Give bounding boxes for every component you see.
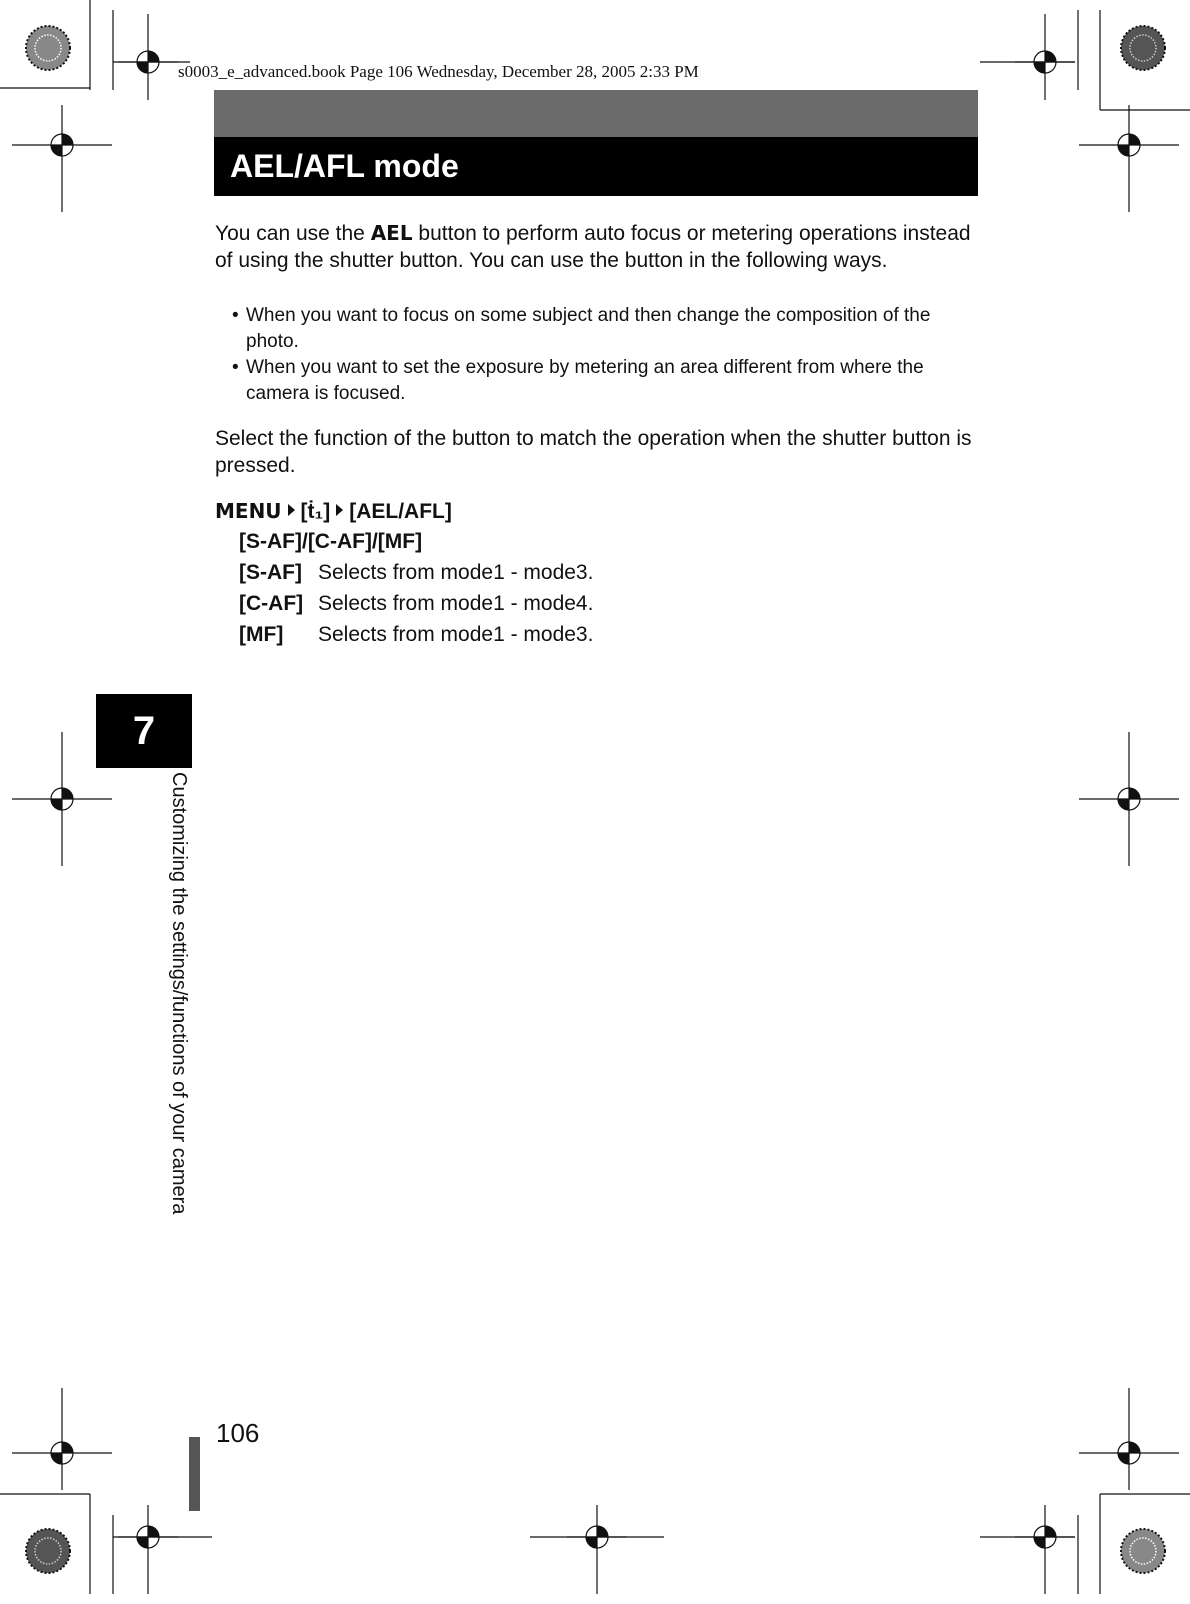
list-item-text: When you want to set the exposure by metering an area different from where the camera is focused.	[246, 357, 924, 404]
option-row	[239, 561, 593, 585]
option-row	[239, 623, 593, 647]
bullet-icon: •	[232, 357, 239, 378]
option-row	[239, 592, 593, 616]
bullet-icon: •	[232, 305, 239, 326]
chapter-title-vertical: Customizing the settings/functions of your camera	[168, 772, 190, 1215]
page-title: AEL/AFL mode	[230, 148, 459, 184]
focus-mode-options: [S-AF]/[C-AF]/[MF]	[239, 530, 423, 553]
title-bar-gray	[214, 90, 978, 137]
triangle-arrow-icon	[288, 504, 295, 516]
chapter-number-tab: 7	[96, 694, 192, 768]
page-number: 106	[216, 1418, 260, 1448]
intro-post: button to perform auto focus or metering operations instead of using the shutter button. You can use the button in the following ways.	[215, 222, 971, 272]
option-key: [MF]	[239, 623, 284, 646]
option-desc: Selects from mode1 - mode3.	[318, 561, 594, 584]
option-desc: Selects from mode1 - mode3.	[318, 623, 594, 646]
ael-button-name: AEL	[370, 221, 413, 245]
option-desc: Selects from mode1 - mode4.	[318, 592, 594, 615]
triangle-arrow-icon	[336, 504, 343, 516]
menu-item: [AEL/AFL]	[349, 500, 452, 523]
intro-pre: You can use the	[215, 222, 371, 245]
select-paragraph: Select the function of the button to match the operation when the shutter button is pressed.	[215, 427, 972, 477]
list-item	[228, 355, 988, 407]
page-number-bar	[189, 1437, 200, 1511]
intro-paragraph	[215, 220, 975, 274]
list-item	[228, 303, 988, 355]
option-key: [S-AF]	[239, 561, 302, 584]
book-file-info: s0003_e_advanced.book Page 106 Wednesday, December 28, 2005 2:33 PM	[178, 62, 699, 81]
menu-tab: [ṫ₁]	[300, 500, 331, 523]
menu-path	[215, 498, 452, 525]
list-item-text: When you want to focus on some subject and then change the composition of the photo.	[246, 305, 931, 352]
option-key: [C-AF]	[239, 592, 304, 615]
use-case-list	[228, 303, 988, 407]
menu-label: MENU	[215, 499, 282, 523]
